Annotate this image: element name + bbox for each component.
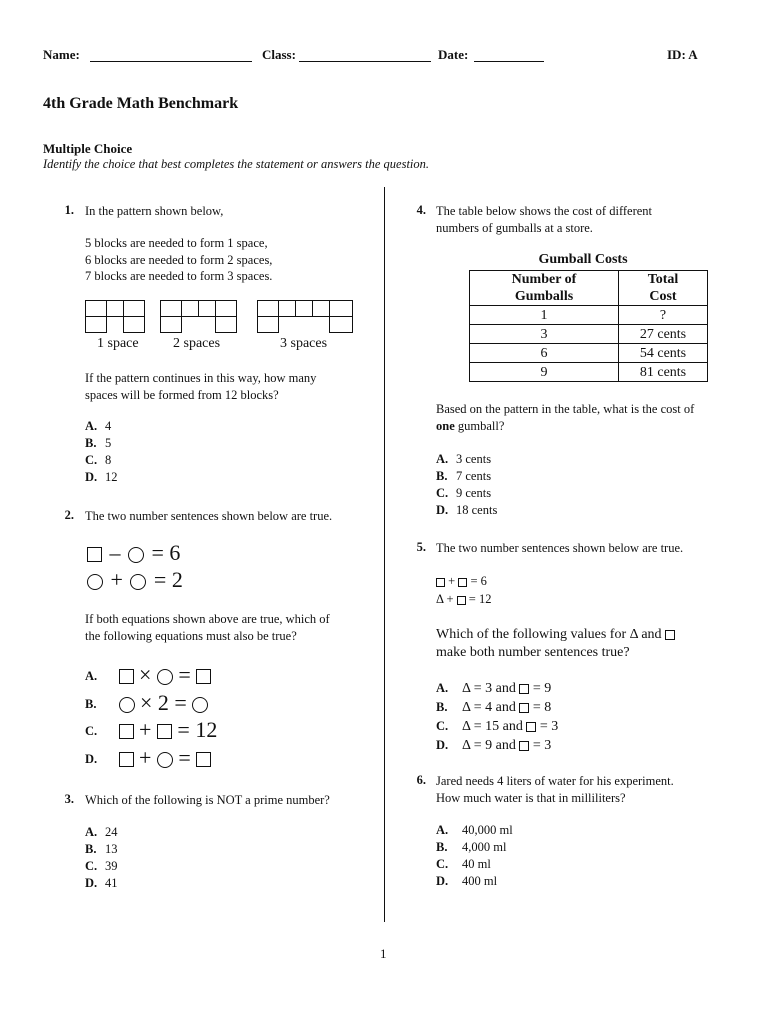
answer-option[interactable]: A. 3 cents xyxy=(436,452,492,466)
answer-option[interactable]: D. 41 xyxy=(85,876,118,890)
q4-question-line: Based on the pattern in the table, what is the cost of xyxy=(436,402,695,416)
circle-symbol xyxy=(157,752,173,768)
square-symbol xyxy=(119,669,134,684)
answer-option[interactable]: C. Δ = 15 and = 3 xyxy=(436,719,559,734)
answer-option[interactable]: B. 13 xyxy=(85,842,118,856)
square-symbol xyxy=(519,703,529,713)
q1-options xyxy=(85,418,118,486)
table-cell: 1 xyxy=(470,306,619,325)
q2-question xyxy=(85,611,330,644)
q2-question-line: If both equations shown above are true, which of xyxy=(85,612,330,626)
q5-number: 5. xyxy=(416,540,426,554)
q5-prompt: The two number sentences shown below are true. xyxy=(436,541,684,555)
square-symbol xyxy=(526,722,536,732)
table-cell: 6 xyxy=(470,344,619,363)
answer-option[interactable]: B. 5 xyxy=(85,436,112,450)
circle-symbol xyxy=(119,697,135,713)
date-label: Date: xyxy=(438,47,469,62)
answer-option[interactable]: A. × = xyxy=(85,661,211,690)
q6-prompt-line: How much water is that in milliliters? xyxy=(436,790,626,805)
q3-number: 3. xyxy=(64,792,74,806)
date-blank[interactable] xyxy=(474,61,544,62)
answer-option[interactable]: A. 40,000 ml xyxy=(436,823,513,837)
column-divider xyxy=(384,187,385,922)
square-symbol xyxy=(87,547,102,562)
square-symbol xyxy=(436,578,445,587)
q1-line: 7 blocks are needed to form 3 spaces. xyxy=(85,269,273,283)
figure-label-2: 2 spaces xyxy=(173,336,221,351)
q5-question xyxy=(436,626,675,662)
q1-lines xyxy=(85,235,272,285)
circle-symbol xyxy=(130,574,146,590)
answer-option[interactable]: D. 12 xyxy=(85,470,118,484)
table-cell: 81 cents xyxy=(619,363,708,382)
answer-option[interactable]: D. + = xyxy=(85,744,211,773)
answer-option[interactable]: C. 8 xyxy=(85,453,112,467)
q4-prompt xyxy=(436,203,652,236)
answer-option[interactable]: B. 4,000 ml xyxy=(436,840,507,854)
answer-option[interactable]: C. + = 12 xyxy=(85,717,218,742)
q4-prompt-line: The table below shows the cost of different xyxy=(436,204,653,218)
table-row xyxy=(470,344,708,363)
table-row xyxy=(470,325,708,344)
circle-symbol xyxy=(87,574,103,590)
q1-question-line: spaces will be formed from 12 blocks? xyxy=(85,387,279,402)
table-header-cell: Total xyxy=(619,271,708,289)
q3-options xyxy=(85,824,118,892)
answer-option[interactable]: A. Δ = 3 and = 9 xyxy=(436,681,552,696)
square-symbol xyxy=(157,724,172,739)
q6-prompt-line: Jared needs 4 liters of water for his experiment. xyxy=(436,774,674,788)
answer-option[interactable]: D. 400 ml xyxy=(436,874,498,888)
q2-prompt: The two number sentences shown below are true. xyxy=(85,509,333,523)
q5-question-line: make both number sentences true? xyxy=(436,645,630,660)
table-header-cell: Cost xyxy=(619,288,708,306)
gumball-table xyxy=(469,270,708,382)
figure-label-1: 1 space xyxy=(97,336,139,351)
q4-number: 4. xyxy=(416,203,426,217)
q1-question xyxy=(85,370,316,403)
q5-equation-2: Δ + = 12 xyxy=(436,592,492,606)
name-label: Name: xyxy=(43,47,80,62)
q2-equation-1: – = 6 xyxy=(85,540,180,566)
q1-question-line: If the pattern continues in this way, how many xyxy=(85,371,317,385)
q1-prompt: In the pattern shown below, xyxy=(85,204,224,218)
q1-line: 5 blocks are needed to form 1 space, xyxy=(85,236,268,250)
answer-option[interactable]: D. Δ = 9 and = 3 xyxy=(436,738,552,753)
table-row xyxy=(470,363,708,382)
q1-number: 1. xyxy=(64,203,74,217)
square-symbol xyxy=(519,684,529,694)
circle-symbol xyxy=(128,547,144,563)
q5-question-line: Which of the following values for Δ and xyxy=(436,626,675,644)
answer-option[interactable]: A. 4 xyxy=(85,419,112,433)
q4-question-line: one gumball? xyxy=(436,418,505,433)
section-instructions: Identify the choice that best completes the statement or answers the question. xyxy=(43,157,430,171)
answer-option[interactable]: C. 9 cents xyxy=(436,486,492,500)
answer-option[interactable]: D. 18 cents xyxy=(436,503,498,517)
square-symbol xyxy=(519,741,529,751)
square-symbol xyxy=(196,752,211,767)
q5-equation-1: + = 6 xyxy=(436,573,487,590)
q5-options xyxy=(436,679,558,755)
class-blank[interactable] xyxy=(299,61,431,62)
page-number: 1 xyxy=(380,946,387,961)
q2-equation-2: + = 2 xyxy=(85,567,183,593)
square-symbol xyxy=(457,596,466,605)
table-cell: 9 xyxy=(470,363,619,382)
table-row xyxy=(470,306,708,325)
q4-prompt-line: numbers of gumballs at a store. xyxy=(436,220,593,235)
q2-question-line: the following equations must also be true? xyxy=(85,628,297,643)
table-caption: Gumball Costs xyxy=(538,252,628,267)
id-label: ID: A xyxy=(667,47,698,62)
circle-symbol xyxy=(157,669,173,685)
circle-symbol xyxy=(192,697,208,713)
square-symbol xyxy=(119,752,134,767)
q4-question xyxy=(436,401,694,434)
square-symbol xyxy=(119,724,134,739)
figure-label-3: 3 spaces xyxy=(280,336,328,351)
square-symbol xyxy=(196,669,211,684)
square-symbol xyxy=(458,578,467,587)
q1-line: 6 blocks are needed to form 2 spaces, xyxy=(85,252,273,267)
table-header-cell: Gumballs xyxy=(470,288,619,306)
table-cell: 3 xyxy=(470,325,619,344)
table-cell: 54 cents xyxy=(619,344,708,363)
table-header-cell: Number of xyxy=(470,271,619,289)
table-cell: ? xyxy=(619,306,708,325)
name-blank[interactable] xyxy=(90,61,252,62)
page-title: 4th Grade Math Benchmark xyxy=(43,95,239,112)
answer-option[interactable]: C. 39 xyxy=(85,859,118,873)
table-cell: 27 cents xyxy=(619,325,708,344)
q6-number: 6. xyxy=(416,773,426,787)
answer-option[interactable]: B. 7 cents xyxy=(436,469,492,483)
q2-number: 2. xyxy=(64,508,74,522)
q6-options xyxy=(436,822,513,890)
square-symbol xyxy=(665,630,675,640)
answer-option[interactable]: B. × 2 = xyxy=(85,689,208,718)
answer-option[interactable]: C. 40 ml xyxy=(436,857,491,871)
answer-option[interactable]: B. Δ = 4 and = 8 xyxy=(436,700,552,715)
q6-prompt xyxy=(436,773,674,806)
q3-prompt: Which of the following is NOT a prime number? xyxy=(85,793,330,807)
section-heading: Multiple Choice xyxy=(43,141,133,156)
q4-options xyxy=(436,451,497,519)
answer-option[interactable]: A. 24 xyxy=(85,825,118,839)
class-label: Class: xyxy=(262,47,296,62)
